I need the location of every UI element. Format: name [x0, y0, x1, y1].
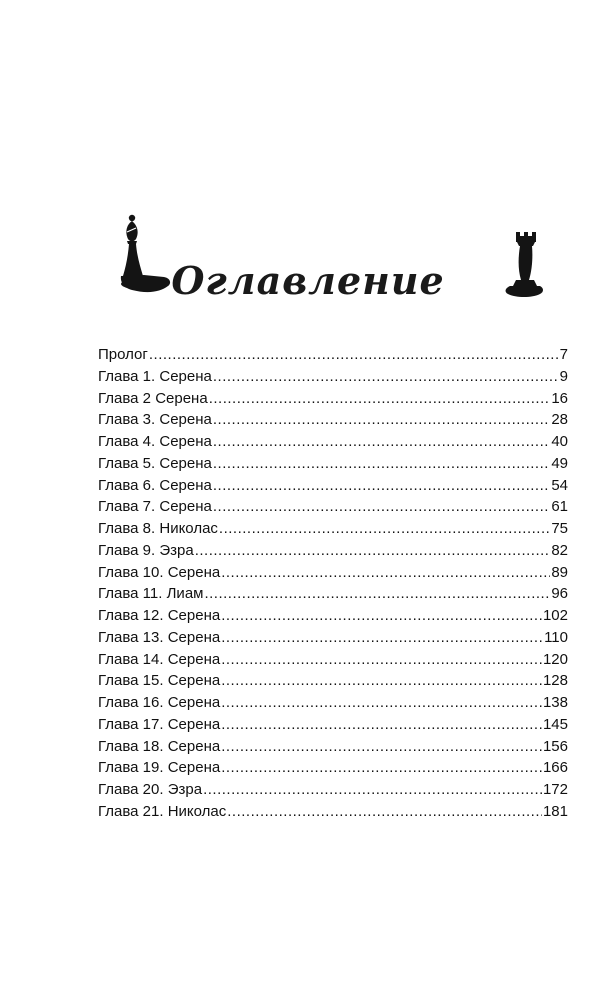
toc-entry[interactable]	[98, 736, 568, 758]
toc-entry-page: 181	[542, 802, 568, 820]
toc-entry[interactable]	[98, 583, 568, 605]
toc-entry-page: 166	[542, 759, 568, 777]
toc-entry-page: 61	[551, 498, 568, 516]
toc-entry-page: 145	[542, 715, 568, 733]
page-title: Оглавление	[171, 258, 445, 304]
toc-entry-label: Глава 21. Николас	[98, 802, 227, 820]
toc-entry[interactable]	[98, 518, 568, 540]
toc-entry[interactable]	[98, 409, 568, 431]
toc-entry[interactable]	[98, 496, 568, 518]
toc-entry-page: 7	[559, 346, 568, 363]
toc-entry-page: 110	[544, 628, 568, 646]
toc-entry[interactable]	[98, 453, 568, 475]
toc-entry-page: 89	[551, 563, 568, 581]
toc-entry-label: Глава 3. Серена	[98, 411, 212, 429]
toc-entry[interactable]	[98, 475, 568, 497]
toc-dot-leader	[221, 670, 542, 692]
toc-dot-leader	[213, 366, 559, 388]
toc-entry[interactable]	[98, 692, 568, 714]
toc-entry[interactable]	[98, 801, 568, 823]
toc-entry[interactable]	[98, 344, 568, 366]
toc-entry-label: Глава 13. Серена	[98, 628, 221, 646]
toc-entry-page: 128	[542, 672, 568, 690]
toc-entry-label: Глава 5. Серена	[98, 454, 212, 472]
toc-dot-leader	[221, 757, 542, 779]
toc-dot-leader	[219, 518, 550, 540]
toc-dot-leader	[221, 692, 542, 714]
toc-entry-label: Глава 9. Эзра	[98, 541, 194, 559]
toc-entry-page: 40	[551, 433, 568, 450]
toc-dot-leader	[204, 583, 550, 605]
toc-entry-label: Глава 19. Серена	[98, 759, 221, 777]
toc-entry[interactable]	[98, 670, 568, 692]
toc-dot-leader	[221, 627, 543, 649]
toc-dot-leader	[213, 431, 550, 453]
toc-dot-leader	[213, 475, 550, 497]
toc-entry-label: Глава 17. Серена	[98, 715, 221, 733]
toc-entry[interactable]	[98, 540, 568, 562]
toc-entry-label: Глава 20. Эзра	[98, 781, 203, 798]
toc-dot-leader	[203, 779, 542, 801]
toc-entry-page: 96	[551, 585, 568, 603]
toc-dot-leader	[221, 736, 542, 758]
toc-entry[interactable]	[98, 627, 568, 649]
toc-entry-label: Глава 10. Серена	[98, 563, 221, 581]
toc-entry-label: Пролог	[98, 346, 148, 363]
toc-entry-label: Глава 15. Серена	[98, 672, 221, 690]
toc-entry[interactable]	[98, 779, 568, 801]
toc-entry[interactable]	[98, 431, 568, 453]
toc-entry-page: 120	[542, 650, 568, 668]
toc-entry-page: 16	[551, 389, 568, 407]
toc-entry-label: Глава 4. Серена	[98, 433, 212, 450]
toc-dot-leader	[227, 801, 542, 823]
toc-entry-page: 28	[551, 411, 568, 429]
toc-dot-leader	[221, 562, 550, 584]
toc-entry[interactable]	[98, 649, 568, 671]
toc-entry-page: 54	[551, 476, 568, 494]
toc-entry-label: Глава 12. Серена	[98, 607, 221, 624]
chess-rook-icon	[502, 230, 546, 302]
toc-dot-leader	[213, 453, 550, 475]
table-of-contents	[98, 344, 568, 823]
toc-dot-leader	[213, 496, 550, 518]
toc-entry-label: Глава 1. Серена	[98, 367, 212, 385]
toc-dot-leader	[221, 605, 542, 627]
toc-entry-page: 138	[542, 694, 568, 711]
toc-entry[interactable]	[98, 605, 568, 627]
toc-entry-page: 156	[542, 737, 568, 755]
toc-entry-label: Глава 18. Серена	[98, 737, 221, 755]
toc-dot-leader	[149, 344, 559, 366]
toc-entry[interactable]	[98, 366, 568, 388]
toc-entry[interactable]	[98, 757, 568, 779]
toc-entry-label: Глава 2 Серена	[98, 389, 208, 407]
toc-entry-page: 82	[551, 541, 568, 559]
toc-dot-leader	[221, 649, 542, 671]
toc-entry-label: Глава 14. Серена	[98, 650, 221, 668]
toc-dot-leader	[195, 540, 551, 562]
toc-entry[interactable]	[98, 562, 568, 584]
toc-entry-label: Глава 6. Серена	[98, 476, 212, 494]
toc-entry-page: 49	[551, 454, 568, 472]
toc-entry[interactable]	[98, 714, 568, 736]
toc-dot-leader	[213, 409, 550, 431]
toc-entry-page: 9	[559, 367, 568, 385]
toc-entry-label: Глава 7. Серена	[98, 498, 212, 516]
toc-entry-label: Глава 11. Лиам	[98, 585, 204, 603]
toc-entry-page: 172	[542, 781, 568, 798]
toc-entry-page: 102	[542, 607, 568, 624]
toc-dot-leader	[209, 388, 551, 410]
toc-dot-leader	[221, 714, 542, 736]
toc-entry-page: 75	[551, 520, 568, 537]
toc-entry-label: Глава 8. Николас	[98, 520, 218, 537]
toc-entry[interactable]	[98, 388, 568, 410]
toc-entry-label: Глава 16. Серена	[98, 694, 221, 711]
